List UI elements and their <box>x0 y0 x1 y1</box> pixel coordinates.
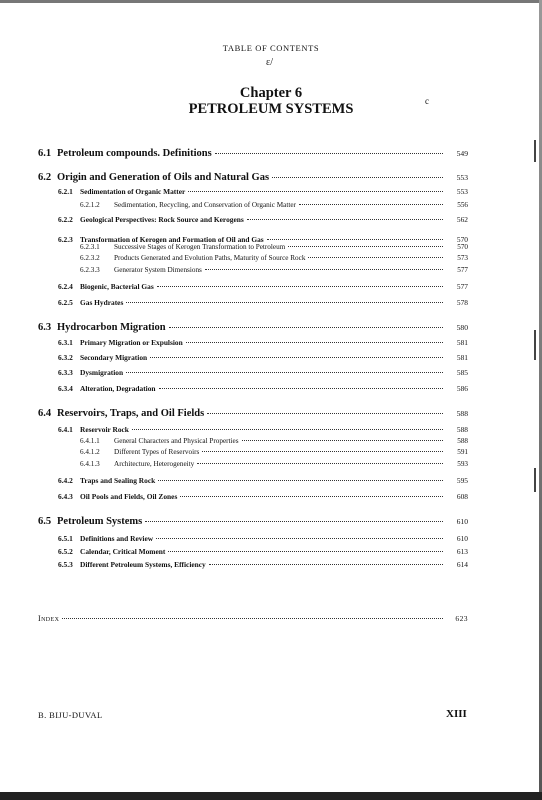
toc-subsection <box>58 533 468 545</box>
toc-entry-page: 586 <box>456 384 468 393</box>
toc-entry-title: Geological Perspectives: Rock Source and Kerogens <box>80 215 244 224</box>
toc-entry-number: 6.3.1 <box>58 338 73 347</box>
toc-subsubsection <box>80 252 468 264</box>
toc-entry-title: Calendar, Critical Moment <box>80 547 166 556</box>
toc-entry-page: 623 <box>455 614 468 623</box>
dot-leader <box>156 537 443 539</box>
dot-leader <box>209 563 443 565</box>
toc-subsubsection <box>80 446 468 458</box>
dot-leader <box>126 301 443 303</box>
toc-entry-number: 6.3.4 <box>58 384 73 393</box>
dot-leader <box>132 428 443 430</box>
toc-entry-title: Primary Migration or Expulsion <box>80 338 183 347</box>
dot-leader <box>242 439 443 441</box>
toc-entry-number: 6.4 <box>38 408 52 419</box>
dot-leader <box>299 203 443 205</box>
toc-entry-title: Sedimentation, Recycling, and Conservation of Organic Matter <box>114 201 296 209</box>
dot-leader <box>272 176 443 178</box>
toc-subsection <box>58 475 468 487</box>
toc-entry-page: 614 <box>456 560 468 569</box>
footer-page-number: XIII <box>446 708 467 720</box>
toc-entry-number: 6.2.1 <box>58 187 73 196</box>
toc-entry-number: 6.2.3.1 <box>80 243 100 251</box>
toc-entry-page: 588 <box>456 409 468 418</box>
toc-subsection <box>58 214 468 226</box>
toc-section <box>38 408 468 420</box>
toc-subsection <box>58 352 468 364</box>
toc-entry-page: 577 <box>456 282 468 291</box>
dot-leader <box>180 495 443 497</box>
toc-entry-page: 549 <box>456 149 468 158</box>
toc-entry-page: 556 <box>457 201 468 209</box>
toc-entry-page: 581 <box>456 353 468 362</box>
dot-leader <box>145 520 443 522</box>
toc-entry-number: 6.4.1.3 <box>80 460 100 468</box>
toc-entry-page: 570 <box>456 235 468 244</box>
dot-leader <box>169 326 443 328</box>
toc-entry-page: 577 <box>457 266 468 274</box>
toc-subsection <box>58 546 468 558</box>
toc-subsection <box>58 337 468 349</box>
toc-subsection <box>58 297 468 309</box>
dot-leader <box>207 412 443 414</box>
toc-section <box>38 172 468 184</box>
toc-entry-page: 562 <box>456 215 468 224</box>
dot-leader <box>168 550 443 552</box>
toc-entry-page: 570 <box>457 243 468 251</box>
toc-entry-page: 595 <box>456 476 468 485</box>
dot-leader <box>159 387 443 389</box>
dot-leader <box>62 617 443 619</box>
toc-subsection <box>58 491 468 503</box>
dot-leader <box>188 190 443 192</box>
toc-entry-number: 6.2.3 <box>58 235 73 244</box>
toc-entry-number: 6.2.1.2 <box>80 201 100 209</box>
toc-entry-title: Successive Stages of Kerogen Transformation to Petroleum <box>114 243 286 251</box>
toc-entry-page: 585 <box>456 368 468 377</box>
toc-entry-number: 6.2.2 <box>58 215 73 224</box>
dot-leader <box>205 268 443 270</box>
toc-subsection <box>58 383 468 395</box>
toc-entry-page: 593 <box>457 460 468 468</box>
dot-leader <box>186 341 443 343</box>
toc-entry-page: 553 <box>456 187 468 196</box>
dot-leader <box>247 218 443 220</box>
toc-entry-title: Products Generated and Evolution Paths, Maturity of Source Rock <box>114 254 306 262</box>
toc-entry-number: 6.2.3.2 <box>80 254 100 262</box>
toc-subsubsection <box>80 199 468 211</box>
toc-entry-title: Dysmigration <box>80 368 124 377</box>
toc-entry-number: 6.2.5 <box>58 298 73 307</box>
toc-entry-number: 6.2.4 <box>58 282 73 291</box>
toc-entry-title: Index <box>38 614 60 623</box>
toc-entry-number: 6.4.1.1 <box>80 437 100 445</box>
toc-entry-title: Hydrocarbon Migration <box>57 322 166 333</box>
dot-leader <box>158 479 443 481</box>
dot-leader <box>157 285 443 287</box>
dot-leader <box>126 371 443 373</box>
toc-entry-number: 6.4.1.2 <box>80 448 100 456</box>
toc-entry-title: Definitions and Review <box>80 534 154 543</box>
toc-subsection <box>58 186 468 198</box>
toc-section <box>38 516 468 528</box>
toc-entry-title: Origin and Generation of Oils and Natural Gas <box>57 172 270 183</box>
toc-entry-number: 6.5 <box>38 516 52 527</box>
toc-entry-number: 6.2.3.3 <box>80 266 100 274</box>
toc-entry-page: 591 <box>457 448 468 456</box>
toc-subsection <box>58 281 468 293</box>
toc-entry-page: 613 <box>456 547 468 556</box>
toc-entry-title: Biogenic, Bacterial Gas <box>80 282 154 291</box>
header-mark: ɛ/ <box>266 57 273 68</box>
running-header: TABLE OF CONTENTS <box>222 43 320 53</box>
toc-entry-title: Secondary Migration <box>80 353 148 362</box>
toc-section <box>38 322 468 334</box>
toc-entry-page: 588 <box>457 437 468 445</box>
toc-subsubsection <box>80 264 468 276</box>
toc-entry-number: 6.3.3 <box>58 368 73 377</box>
dot-leader <box>308 256 443 258</box>
dot-leader <box>202 450 443 452</box>
toc-entry-title: Petroleum compounds. Definitions <box>57 148 212 159</box>
toc-entry-number: 6.1 <box>38 148 52 159</box>
toc-entry-page: 588 <box>456 425 468 434</box>
toc-entry-title: Alteration, Degradation <box>80 384 156 393</box>
toc-entry-number: 6.5.2 <box>58 547 73 556</box>
toc-section <box>38 148 468 160</box>
toc-entry-number: 6.5.3 <box>58 560 73 569</box>
footer-author: B. BIJU-DUVAL <box>38 710 103 720</box>
chapter-title: PETROLEUM SYSTEMS <box>188 101 354 117</box>
toc-entry-title: Generator System Dimensions <box>114 266 202 274</box>
toc-entry-title: Petroleum Systems <box>57 516 143 527</box>
toc-entry-title: Reservoirs, Traps, and Oil Fields <box>57 408 205 419</box>
toc-entry-number: 6.5.1 <box>58 534 73 543</box>
toc-entry-page: 581 <box>456 338 468 347</box>
dot-leader <box>215 152 443 154</box>
stray-mark: c <box>425 96 429 106</box>
toc-entry-number: 6.2 <box>38 172 52 183</box>
toc-index <box>38 613 468 625</box>
toc-entry-title: Different Types of Reservoirs <box>114 448 200 456</box>
toc-entry-title: Sedimentation of Organic Matter <box>80 187 186 196</box>
toc-subsubsection <box>80 458 468 470</box>
toc-entry-title: General Characters and Physical Properties <box>114 437 239 445</box>
toc-entry-title: Transformation of Kerogen and Formation of Oil and Gas <box>80 235 264 244</box>
toc-entry-title: Different Petroleum Systems, Efficiency <box>80 560 206 569</box>
toc-entry-page: 573 <box>457 254 468 262</box>
toc-entry-page: 608 <box>456 492 468 501</box>
chapter-number: Chapter 6 <box>239 85 303 101</box>
toc-entry-title: Reservoir Rock <box>80 425 129 434</box>
toc-entry-title: Oil Pools and Fields, Oil Zones <box>80 492 178 501</box>
toc-entry-page: 610 <box>456 534 468 543</box>
dot-leader <box>197 462 443 464</box>
toc-entry-page: 610 <box>456 517 468 526</box>
dot-leader <box>267 238 443 240</box>
toc-entry-page: 580 <box>456 323 468 332</box>
toc-entry-number: 6.4.2 <box>58 476 73 485</box>
toc-entry-number: 6.3 <box>38 322 52 333</box>
toc-entry-title: Traps and Sealing Rock <box>80 476 156 485</box>
toc-entry-number: 6.4.1 <box>58 425 73 434</box>
dot-leader <box>288 245 443 247</box>
toc-entry-title: Gas Hydrates <box>80 298 124 307</box>
toc-subsection <box>58 367 468 379</box>
toc-entry-page: 578 <box>456 298 468 307</box>
dot-leader <box>150 356 443 358</box>
toc-entry-title: Architecture, Heterogeneity <box>114 460 195 468</box>
toc-entry-number: 6.4.3 <box>58 492 73 501</box>
toc-subsection <box>58 559 468 571</box>
toc-entry-page: 553 <box>456 173 468 182</box>
toc-entry-number: 6.3.2 <box>58 353 73 362</box>
